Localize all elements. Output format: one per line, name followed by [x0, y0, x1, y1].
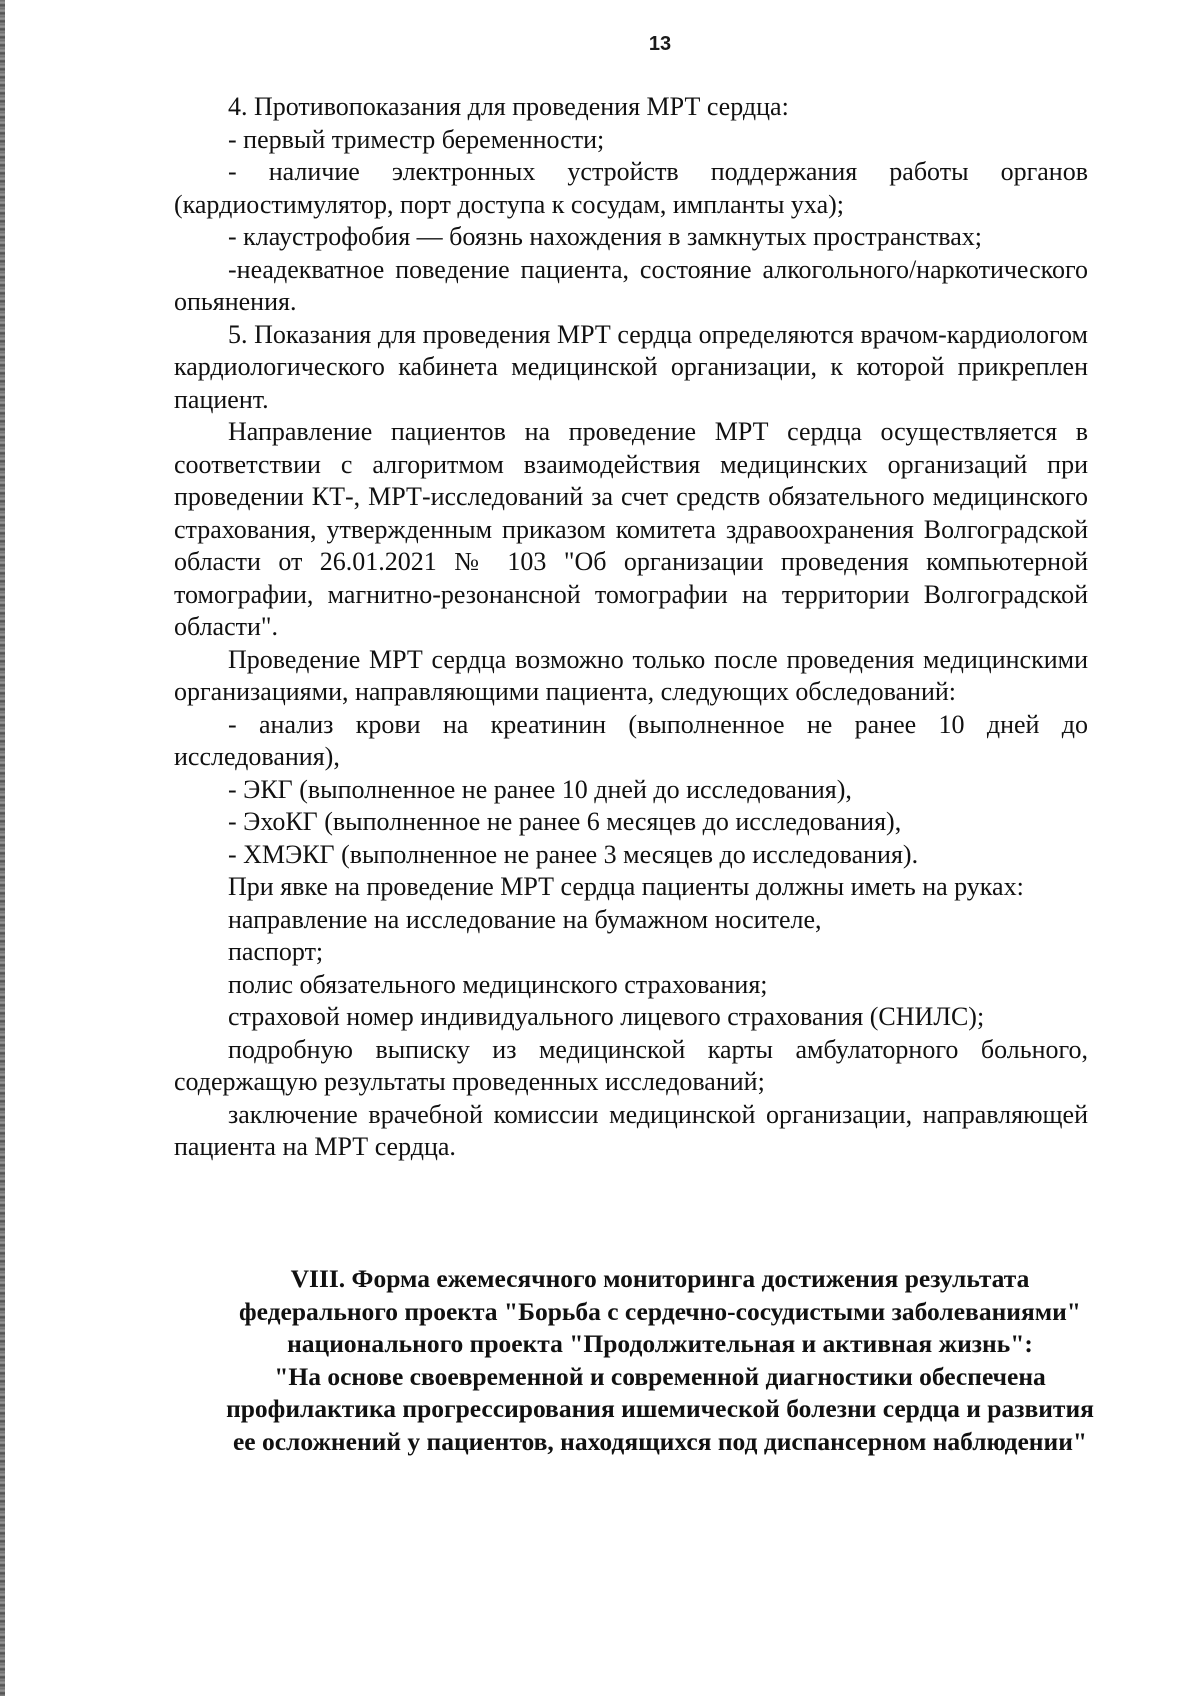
- section-heading-line: федерального проекта "Борьба с сердечно-сосудистыми заболеваниями": [239, 1296, 1081, 1326]
- document-item: заключение врачебной комиссии медицинской организации, направляющей пациента на МРТ сердца.: [174, 1099, 1088, 1161]
- prerequisite-item: - анализ крови на креатинин (выполненное не ранее 10 дней до исследования),: [174, 709, 1088, 771]
- contraindication-item: -неадекватное поведение пациента, состояние алкогольного/наркотического опьянения.: [174, 254, 1088, 316]
- document-item: полис обязательного медицинского страхования;: [228, 969, 768, 999]
- contraindication-item: - первый триместр беременности;: [228, 124, 605, 154]
- section-heading-line: национального проекта "Продолжительная и активная жизнь":: [287, 1329, 1033, 1358]
- contraindications-heading: 4. Противопоказания для проведения МРТ сердца:: [228, 92, 789, 121]
- section-heading-line: VIII. Форма ежемесячного мониторинга достижения результата: [290, 1264, 1030, 1293]
- prerequisite-item: - ХМЭКГ (выполненное не ранее 3 месяцев до исследования).: [228, 839, 919, 869]
- document-item: подробную выписку из медицинской карты амбулаторного больного, содержащую результаты проведенных исследований;: [174, 1034, 1088, 1096]
- referral-paragraph: Направление пациентов на проведение МРТ сердца осуществляется в соответствии с алгоритмом взаимодействия медицинских организаций при проведении КТ-, МРТ-исследований за счет средств обязательного медицинского страхования, утвержденным приказом комитета здравоохранения Волгоградской области от 26.01.2021 № 103 "Об организации проведения компьютерной томографии, магнитно-резонансной томографии на территории Волгоградской области".: [174, 417, 1088, 641]
- section-heading-line: профилактика прогрессирования ишемической болезни сердца и развития: [226, 1394, 1094, 1423]
- prerequisite-item: - ЭхоКГ (выполненное не ранее 6 месяцев до исследования),: [228, 807, 902, 836]
- indications-paragraph: 5. Показания для проведения МРТ сердца определяются врачом-кардиологом кардиологического кабинета медицинской организации, к которой прикреплен пациент.: [174, 319, 1088, 414]
- contraindication-item: - наличие электронных устройств поддержания работы органов (кардиостимулятор, порт доступа к сосудам, импланты уха);: [174, 157, 1088, 219]
- documents-paragraph: При явке на проведение МРТ сердца пациенты должны иметь на руках:: [228, 872, 1024, 901]
- document-body: [174, 91, 1088, 1164]
- page-number: 13: [648, 33, 672, 55]
- section-heading: [160, 1263, 1160, 1458]
- document-item: паспорт;: [228, 937, 324, 966]
- contraindication-item: - клаустрофобия — боязнь нахождения в замкнутых пространствах;: [228, 222, 982, 251]
- document-item: направление на исследование на бумажном носителе,: [228, 904, 822, 934]
- section-heading-line: "На основе своевременной и современной диагностики обеспечена: [274, 1361, 1046, 1391]
- document-item: страховой номер индивидуального лицевого страхования (СНИЛС);: [228, 1002, 985, 1031]
- prerequisite-item: - ЭКГ (выполненное не ранее 10 дней до исследования),: [228, 774, 852, 804]
- prerequisites-paragraph: Проведение МРТ сердца возможно только после проведения медицинскими организациями, направляющими пациента, следующих обследований:: [174, 644, 1088, 706]
- section-heading-line: ее осложнений у пациентов, находящихся под диспансерном наблюдении": [232, 1426, 1088, 1456]
- scan-edge-strip: [0, 0, 5, 1696]
